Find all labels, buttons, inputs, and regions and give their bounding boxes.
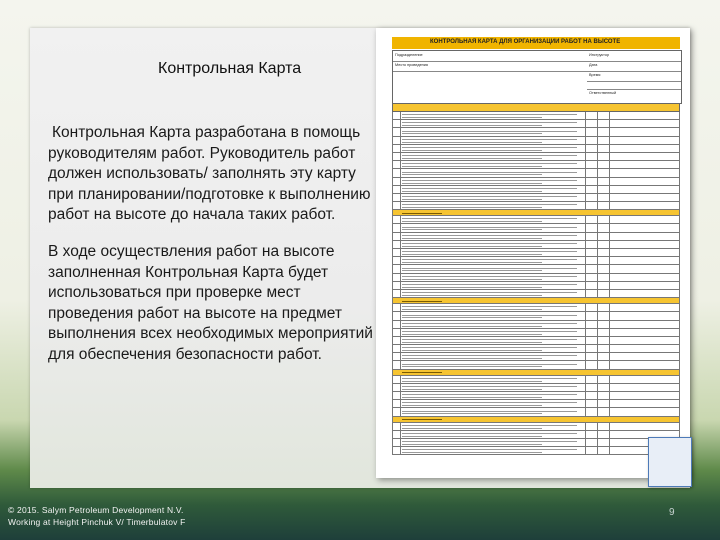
document-row: [392, 304, 680, 312]
document-row: [392, 153, 680, 161]
document-row: [392, 345, 680, 353]
document-row: [392, 265, 680, 273]
document-row: [392, 423, 680, 431]
document-row: [392, 376, 680, 384]
slide-paragraph-1: Контрольная Карта разработана в помощь руководителям работ. Руководитель работ должен использовать/ заполнять эту карту при планировании/подготовке к выполнению работ на высоте до начала таких работ.: [48, 124, 371, 223]
document-row: [392, 120, 680, 128]
document-row: [392, 194, 680, 202]
document-title: КОНТРОЛЬНАЯ КАРТА ДЛЯ ОРГАНИЗАЦИИ РАБОТ НА ВЫСОТЕ: [430, 39, 621, 45]
footer-copyright: © 2015. Salym Petroleum Development N.V.: [8, 505, 184, 515]
document-row: [392, 145, 680, 153]
document-row: [392, 431, 680, 439]
meta-label-location: Место проведения: [395, 63, 428, 67]
document-row: [392, 112, 680, 120]
document-thumbnail-box: [648, 437, 692, 487]
document-row: [392, 321, 680, 329]
document-row: [392, 233, 680, 241]
document-row: [392, 329, 680, 337]
document-meta-block: [392, 50, 682, 104]
document-row: [392, 361, 680, 369]
document-row: [392, 337, 680, 345]
document-row: [392, 408, 680, 416]
document-row: [392, 290, 680, 298]
meta-divider: [393, 61, 681, 62]
document-row: [392, 353, 680, 361]
document-row: [392, 400, 680, 408]
document-row: [392, 137, 680, 145]
document-row: [392, 447, 680, 455]
document-row: [392, 169, 680, 177]
document-row: [392, 274, 680, 282]
document-row: [392, 186, 680, 194]
meta-divider: [587, 81, 681, 82]
document-header: [392, 37, 680, 49]
document-row: [392, 282, 680, 290]
meta-label-time: Время: [589, 73, 601, 77]
document-row: [392, 241, 680, 249]
slide-title: Контрольная Карта: [158, 60, 302, 77]
document-row: [392, 216, 680, 224]
document-row: [392, 312, 680, 320]
document-row: [392, 128, 680, 136]
meta-label-responsible: Ответственный: [589, 91, 617, 95]
document-row: [392, 202, 680, 210]
footer: [8, 504, 186, 528]
meta-divider: [393, 71, 681, 72]
meta-label-date: Дата: [589, 63, 598, 67]
document-row: [392, 392, 680, 400]
meta-label-department: Подразделение: [395, 53, 423, 57]
document-column-header: [392, 103, 680, 112]
meta-divider: [587, 89, 681, 90]
document-row: [392, 384, 680, 392]
document-row: [392, 249, 680, 257]
meta-label-instructor: Инструктор: [589, 53, 610, 57]
document-row: [392, 178, 680, 186]
document-row: [392, 439, 680, 447]
page-number: 9: [669, 507, 675, 518]
footer-course: Working at Height Pinchuk V/ Timerbulatov F: [8, 517, 186, 527]
document-rows: [392, 112, 680, 455]
slide-paragraph-2: В ходе осуществления работ на высоте заполненная Контрольная Карта будет использоваться при проверке мест проведения работ на высоте на предмет выполнения всех необходимых мероприятий для обеспечения безопасности работ.: [48, 243, 373, 363]
document-row: [392, 161, 680, 169]
checklist-document-image: [376, 28, 690, 478]
document-row: [392, 257, 680, 265]
document-row: [392, 224, 680, 232]
